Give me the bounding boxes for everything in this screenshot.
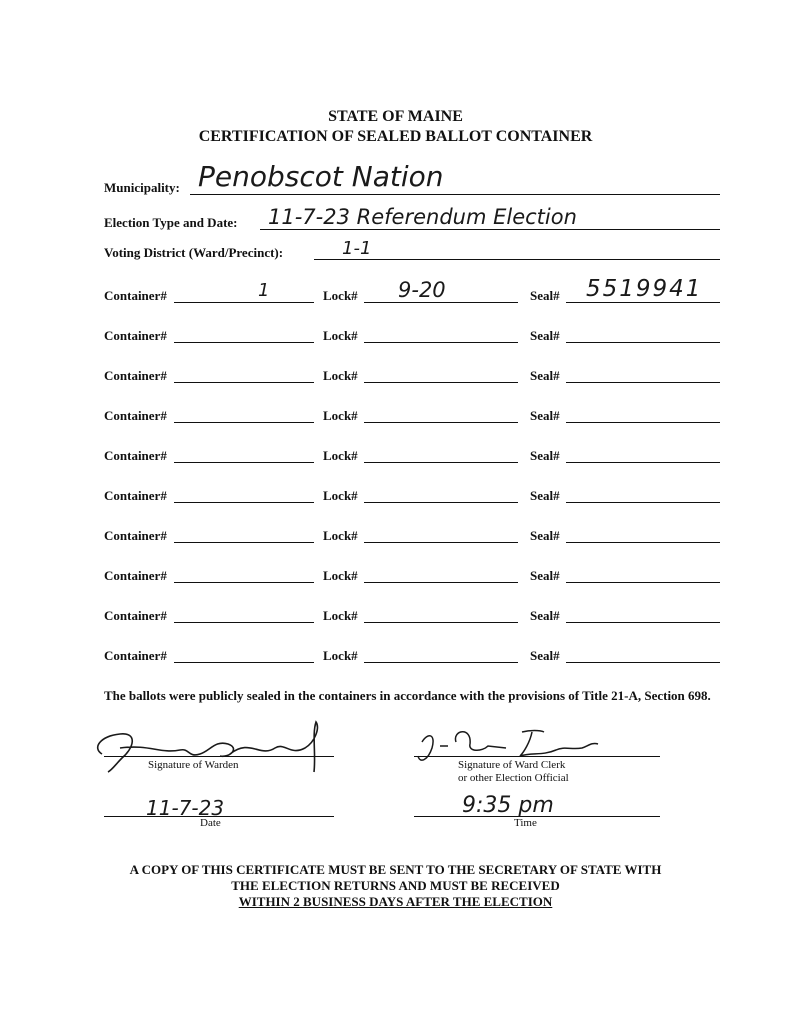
seal-label: Seal# [530,328,560,343]
lock-label: Lock# [323,408,358,423]
lock-value[interactable]: 9-20 [398,278,446,302]
container-line [174,502,314,503]
lock-line [364,662,518,663]
container-label: Container# [104,528,167,543]
container-label: Container# [104,288,167,303]
lock-line [364,342,518,343]
seal-label: Seal# [530,408,560,423]
time-caption: Time [514,817,537,829]
lock-line [364,382,518,383]
seal-line [566,302,720,303]
sealed-statement: The ballots were publicly sealed in the containers in accordance with the provisions of Title 21-A, Section 698. [104,688,711,703]
notice-line-1: A COPY OF THIS CERTIFICATE MUST BE SENT TO THE SECRETARY OF STATE WITH [129,862,662,877]
container-label: Container# [104,648,167,663]
container-line [174,542,314,543]
container-line [174,422,314,423]
form-title-certification: CERTIFICATION OF SEALED BALLOT CONTAINER [198,128,593,145]
seal-line [566,342,720,343]
election-type-value[interactable]: 11-7-23 Referendum Election [268,205,577,229]
container-line [174,302,314,303]
lock-label: Lock# [323,288,358,303]
seal-label: Seal# [530,608,560,623]
container-line [174,462,314,463]
container-label: Container# [104,608,167,623]
election-type-label: Election Type and Date: [104,215,238,230]
clerk-signature-line [414,756,660,757]
container-label: Container# [104,408,167,423]
seal-label: Seal# [530,488,560,503]
seal-value[interactable]: 5519941 [586,276,703,302]
seal-line [566,462,720,463]
seal-label: Seal# [530,528,560,543]
lock-label: Lock# [323,608,358,623]
lock-line [364,502,518,503]
container-label: Container# [104,448,167,463]
municipality-label: Municipality: [104,180,180,195]
seal-line [566,382,720,383]
clerk-caption-2: or other Election Official [458,772,569,784]
container-value[interactable]: 1 [258,280,270,301]
lock-line [364,462,518,463]
district-label: Voting District (Ward/Precinct): [104,245,284,260]
time-line [414,816,660,817]
election-type-line [260,229,720,230]
date-caption: Date [200,817,221,829]
warden-caption: Signature of Warden [148,759,239,771]
lock-label: Lock# [323,368,358,383]
seal-line [566,422,720,423]
lock-line [364,622,518,623]
form-title-state: STATE OF MAINE [328,108,463,125]
municipality-line [190,194,720,195]
seal-label: Seal# [530,368,560,383]
container-line [174,582,314,583]
date-value[interactable]: 11-7-23 [146,796,225,820]
container-line [174,382,314,383]
seal-label: Seal# [530,648,560,663]
submission-notice [0,862,791,910]
container-label: Container# [104,328,167,343]
lock-label: Lock# [323,328,358,343]
container-label: Container# [104,488,167,503]
container-label: Container# [104,568,167,583]
container-line [174,662,314,663]
seal-line [566,622,720,623]
municipality-value[interactable]: Penobscot Nation [198,160,444,193]
lock-label: Lock# [323,448,358,463]
seal-label: Seal# [530,448,560,463]
district-line [314,259,720,260]
notice-line-3: WITHIN 2 BUSINESS DAYS AFTER THE ELECTION [238,894,553,909]
lock-line [364,542,518,543]
warden-signature-line [104,756,334,757]
lock-line [364,422,518,423]
lock-label: Lock# [323,528,358,543]
seal-line [566,582,720,583]
clerk-caption-1: Signature of Ward Clerk [458,759,566,771]
lock-label: Lock# [323,488,358,503]
seal-line [566,542,720,543]
seal-line [566,502,720,503]
seal-label: Seal# [530,288,560,303]
lock-line [364,582,518,583]
notice-line-2: THE ELECTION RETURNS AND MUST BE RECEIVED [231,878,560,893]
time-value[interactable]: 9:35 pm [462,793,554,818]
container-line [174,342,314,343]
seal-line [566,662,720,663]
container-line [174,622,314,623]
lock-label: Lock# [323,568,358,583]
seal-label: Seal# [530,568,560,583]
container-label: Container# [104,368,167,383]
district-value[interactable]: 1-1 [342,238,372,259]
lock-line [364,302,518,303]
lock-label: Lock# [323,648,358,663]
